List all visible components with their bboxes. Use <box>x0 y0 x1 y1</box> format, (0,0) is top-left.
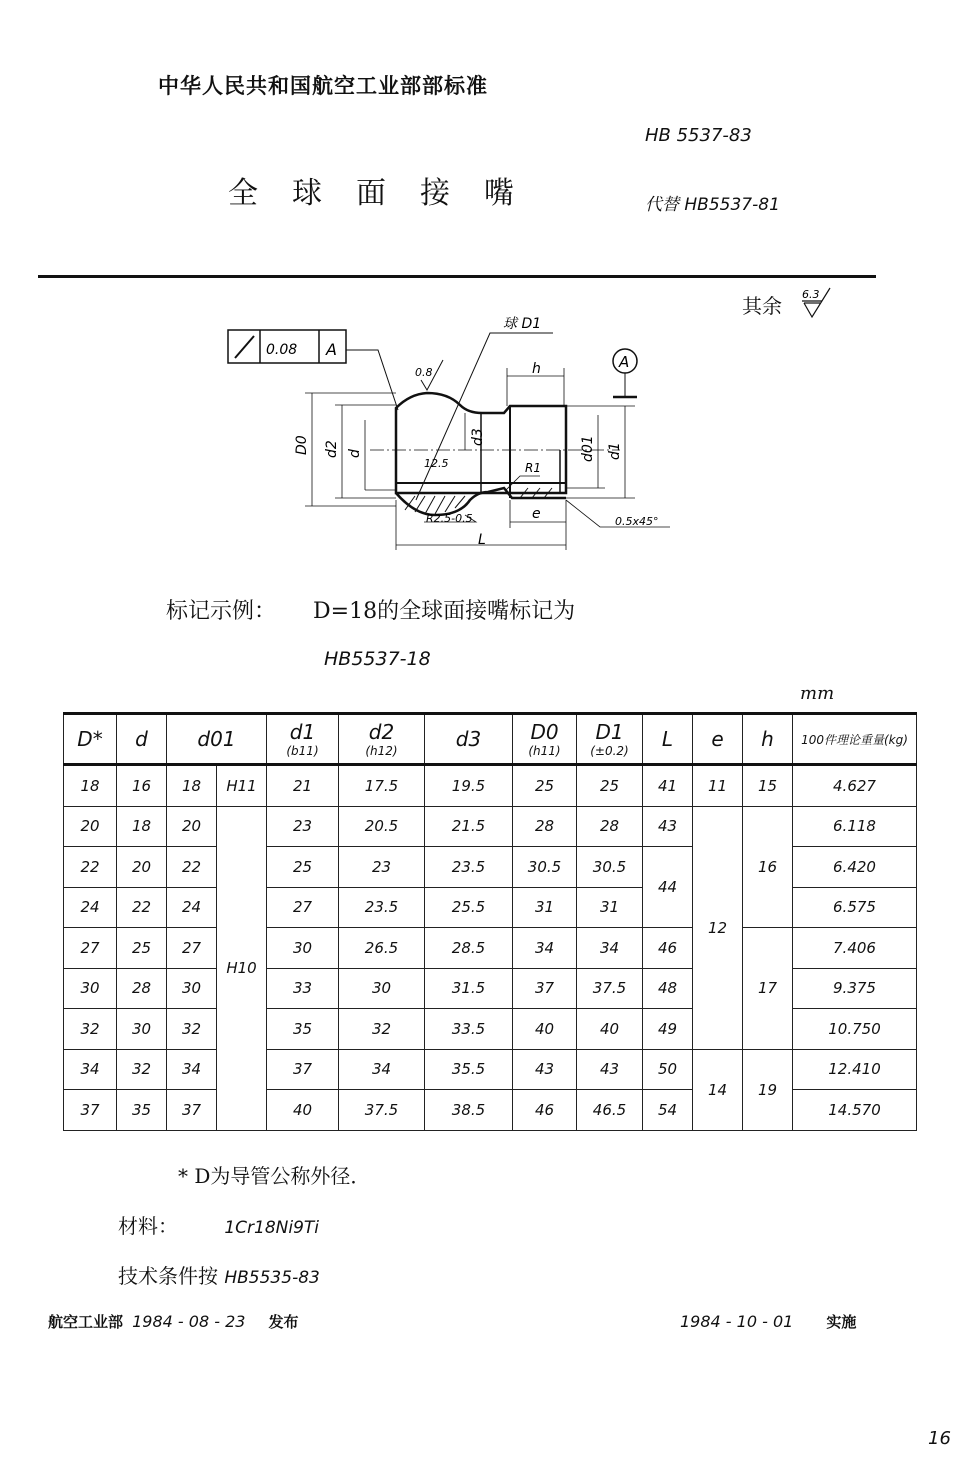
standard-number: HB 5537-83 <box>645 125 752 146</box>
cell-d: 16 <box>117 765 167 807</box>
cell-weight: 6.575 <box>793 887 917 928</box>
material-label: 材料： <box>118 1214 178 1238</box>
col-header-D0: D0 (h11) <box>513 714 577 765</box>
cell-d3: 28.5 <box>425 928 513 969</box>
cell-L: 43 <box>643 806 693 847</box>
cell-d3: 25.5 <box>425 887 513 928</box>
cell-L: 48 <box>643 968 693 1009</box>
svg-text:L: L <box>478 532 486 548</box>
cell-d01: 22 <box>167 847 217 888</box>
cell-d2: 30 <box>339 968 425 1009</box>
part-drawing <box>220 300 680 564</box>
cell-d3: 33.5 <box>425 1009 513 1050</box>
cell-L: 46 <box>643 928 693 969</box>
cell-D: 32 <box>64 1009 117 1050</box>
cell-D0: 37 <box>513 968 577 1009</box>
cell-d3: 23.5 <box>425 847 513 888</box>
cell-h: 17 <box>743 928 793 1050</box>
col-header-D: D* <box>64 714 117 765</box>
cell-d3: 38.5 <box>425 1090 513 1131</box>
document-title: 全球面接嘴 <box>228 176 548 211</box>
cell-h: 16 <box>743 806 793 928</box>
cell-D1: 30.5 <box>577 847 643 888</box>
cell-weight: 10.750 <box>793 1009 917 1050</box>
issue-date: 1984 - 08 - 23 <box>132 1312 246 1331</box>
cell-D: 37 <box>64 1090 117 1131</box>
cell-d3: 35.5 <box>425 1049 513 1090</box>
cell-d2: 37.5 <box>339 1090 425 1131</box>
cell-d01: 27 <box>167 928 217 969</box>
issue-info <box>48 1311 299 1332</box>
table-row <box>64 1049 917 1090</box>
cell-D0: 25 <box>513 765 577 807</box>
marking-code: HB5537-18 <box>324 648 431 670</box>
cell-D0: 30.5 <box>513 847 577 888</box>
cell-weight: 9.375 <box>793 968 917 1009</box>
cell-D1: 37.5 <box>577 968 643 1009</box>
cell-d1: 33 <box>267 968 339 1009</box>
col-header-d2: d2 (h12) <box>339 714 425 765</box>
cell-d2: 23.5 <box>339 887 425 928</box>
cell-d01: 34 <box>167 1049 217 1090</box>
cell-D: 18 <box>64 765 117 807</box>
cell-D: 20 <box>64 806 117 847</box>
col-header-e: e <box>693 714 743 765</box>
cell-d: 22 <box>117 887 167 928</box>
cell-L: 41 <box>643 765 693 807</box>
page-number: 16 <box>928 1428 951 1449</box>
roughness-symbol-icon <box>800 286 840 326</box>
cell-L: 44 <box>643 847 693 928</box>
col-header-h: h <box>743 714 793 765</box>
svg-text:d2: d2 <box>324 440 340 458</box>
cell-weight: 12.410 <box>793 1049 917 1090</box>
cell-weight: 7.406 <box>793 928 917 969</box>
cell-d: 32 <box>117 1049 167 1090</box>
cell-h: 19 <box>743 1049 793 1130</box>
svg-text:R2.5-0.5: R2.5-0.5 <box>426 512 473 525</box>
svg-text:d01: d01 <box>580 435 596 462</box>
cell-D1: 25 <box>577 765 643 807</box>
cell-L: 54 <box>643 1090 693 1131</box>
cell-D0: 28 <box>513 806 577 847</box>
issuer: 航空工业部 <box>48 1313 124 1331</box>
replaces-note: 代替 HB5537-81 <box>645 195 780 215</box>
cell-d1: 35 <box>267 1009 339 1050</box>
svg-text:d1: d1 <box>607 442 623 460</box>
svg-text:R1: R1 <box>525 461 541 475</box>
cell-d2: 34 <box>339 1049 425 1090</box>
cell-d1: 40 <box>267 1090 339 1131</box>
table-row <box>64 765 917 807</box>
cell-e: 14 <box>693 1049 743 1130</box>
header-divider <box>38 275 876 278</box>
table-header-row <box>64 714 917 765</box>
cell-D: 27 <box>64 928 117 969</box>
cell-D1: 31 <box>577 887 643 928</box>
cell-D1: 34 <box>577 928 643 969</box>
svg-text:0.5x45°: 0.5x45° <box>615 515 659 528</box>
cell-D1: 28 <box>577 806 643 847</box>
marking-example <box>166 594 575 625</box>
cell-d01: 37 <box>167 1090 217 1131</box>
cell-d: 18 <box>117 806 167 847</box>
cell-tolerance: H11 <box>217 765 267 807</box>
cell-D: 34 <box>64 1049 117 1090</box>
cell-d2: 20.5 <box>339 806 425 847</box>
cell-d1: 25 <box>267 847 339 888</box>
cell-D: 30 <box>64 968 117 1009</box>
cell-d2: 23 <box>339 847 425 888</box>
effective-date: 1984 - 10 - 01 <box>680 1312 794 1331</box>
effective-info <box>680 1311 856 1332</box>
tech-ref: HB5535-83 <box>224 1268 320 1288</box>
footnote: * D为导管公称外径． <box>178 1164 371 1188</box>
cell-d: 25 <box>117 928 167 969</box>
svg-text:e: e <box>532 506 541 522</box>
cell-D1: 46.5 <box>577 1090 643 1131</box>
cell-d3: 21.5 <box>425 806 513 847</box>
cell-d2: 32 <box>339 1009 425 1050</box>
cell-L: 49 <box>643 1009 693 1050</box>
cell-d01: 30 <box>167 968 217 1009</box>
svg-text:12.5: 12.5 <box>424 457 449 470</box>
col-header-L: L <box>643 714 693 765</box>
svg-text:D0: D0 <box>294 435 310 455</box>
tech-conditions-note <box>118 1260 320 1289</box>
tech-label: 技术条件按 <box>118 1264 218 1288</box>
cell-weight: 14.570 <box>793 1090 917 1131</box>
svg-text:球 D1: 球 D1 <box>503 316 542 332</box>
cell-e: 12 <box>693 806 743 1049</box>
cell-d1: 21 <box>267 765 339 807</box>
svg-text:0.08: 0.08 <box>266 342 298 358</box>
cell-D: 24 <box>64 887 117 928</box>
cell-d1: 37 <box>267 1049 339 1090</box>
cell-D0: 34 <box>513 928 577 969</box>
svg-text:A: A <box>326 340 337 359</box>
cell-weight: 6.420 <box>793 847 917 888</box>
svg-text:d3: d3 <box>470 428 486 446</box>
cell-weight: 6.118 <box>793 806 917 847</box>
dimension-table <box>63 712 917 1131</box>
cell-tolerance: H10 <box>217 806 267 1130</box>
cell-d2: 17.5 <box>339 765 425 807</box>
marking-example-label: 标记示例： <box>166 599 277 624</box>
cell-d: 35 <box>117 1090 167 1131</box>
cell-d3: 19.5 <box>425 765 513 807</box>
col-header-d1: d1 (b11) <box>267 714 339 765</box>
cell-d: 20 <box>117 847 167 888</box>
col-header-weight: 100件理论重量(kg) <box>793 714 917 765</box>
cell-D0: 40 <box>513 1009 577 1050</box>
col-header-d: d <box>117 714 167 765</box>
cell-d3: 31.5 <box>425 968 513 1009</box>
cell-D0: 46 <box>513 1090 577 1131</box>
table-row <box>64 806 917 847</box>
cell-d: 30 <box>117 1009 167 1050</box>
cell-d2: 26.5 <box>339 928 425 969</box>
cell-d01: 18 <box>167 765 217 807</box>
cell-L: 50 <box>643 1049 693 1090</box>
cell-d01: 24 <box>167 887 217 928</box>
cell-d01: 32 <box>167 1009 217 1050</box>
roughness-label: 其余 <box>742 294 782 318</box>
roughness-value: 6.3 <box>802 288 820 301</box>
col-header-D1: D1 (±0.2) <box>577 714 643 765</box>
svg-text:0.8: 0.8 <box>415 366 433 379</box>
cell-D0: 43 <box>513 1049 577 1090</box>
svg-text:A: A <box>619 353 630 371</box>
col-header-d01: d01 <box>167 714 267 765</box>
issue-word: 发布 <box>268 1313 299 1331</box>
material-note <box>118 1210 319 1239</box>
runout-icon <box>235 336 254 358</box>
cell-d1: 30 <box>267 928 339 969</box>
cell-D: 22 <box>64 847 117 888</box>
cell-d: 28 <box>117 968 167 1009</box>
cell-d1: 23 <box>267 806 339 847</box>
marking-example-text: D=18的全球面接嘴标记为 <box>313 599 576 624</box>
table-unit: mm <box>800 683 835 704</box>
cell-D1: 43 <box>577 1049 643 1090</box>
cell-D1: 40 <box>577 1009 643 1050</box>
svg-text:d: d <box>347 449 363 458</box>
cell-e: 11 <box>693 765 743 807</box>
cell-D0: 31 <box>513 887 577 928</box>
tolerance-frame <box>228 330 398 410</box>
effective-word: 实施 <box>826 1313 857 1331</box>
organization-heading: 中华人民共和国航空工业部部标准 <box>158 74 488 98</box>
svg-text:h: h <box>532 361 541 377</box>
table-row <box>64 928 917 969</box>
cell-weight: 4.627 <box>793 765 917 807</box>
cell-d01: 20 <box>167 806 217 847</box>
cell-d1: 27 <box>267 887 339 928</box>
cell-h: 15 <box>743 765 793 807</box>
col-header-d3: d3 <box>425 714 513 765</box>
material-value: 1Cr18Ni9Ti <box>224 1218 320 1238</box>
